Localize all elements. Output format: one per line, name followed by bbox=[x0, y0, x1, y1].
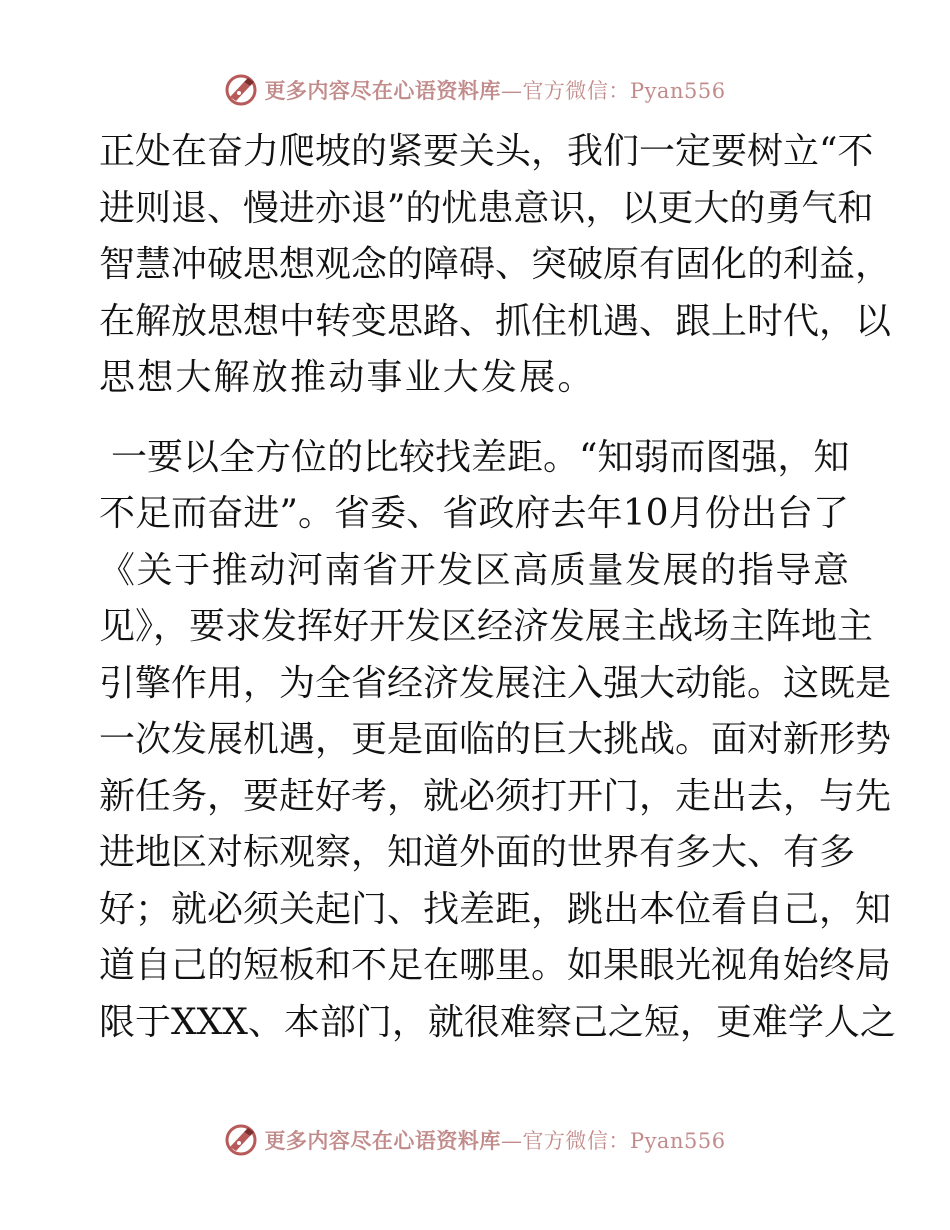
text-line: 在解放思想中转变思路、抓住机遇、跟上时代，以 bbox=[99, 300, 892, 342]
footer-banner-separator: — bbox=[500, 1129, 523, 1153]
text-line: 道自己的短板和不足在哪里。如果眼光视角始终局 bbox=[99, 945, 892, 986]
text-line: 智慧冲破思想观念的障碍、突破原有固化的利益， bbox=[99, 244, 892, 285]
pen-nib-circle-icon bbox=[224, 1123, 258, 1157]
header-banner-text bbox=[264, 75, 725, 105]
document-body bbox=[99, 124, 896, 1051]
header-banner-label: 官方微信： bbox=[522, 79, 630, 103]
text-line: 引擎作用，为全省经济发展注入强大动能。这既是 bbox=[99, 662, 892, 704]
text-line: 进地区对标观察，知道外面的世界有多大、有多 bbox=[99, 832, 856, 873]
text-line: 新任务，要赶好考，就必须打开门，走出去，与先 bbox=[99, 775, 892, 817]
header-banner bbox=[0, 70, 950, 110]
footer-banner-handle: Pyan556 bbox=[629, 1129, 726, 1153]
text-line: 不足而奋进”。省委、省政府去年10月份出台了 bbox=[99, 493, 849, 534]
paragraph-2 bbox=[99, 430, 896, 1052]
text-line: 好；就必须关起门、找差距，跳出本位看自己，知 bbox=[99, 888, 892, 930]
paragraph-1 bbox=[99, 124, 892, 407]
footer-banner-text bbox=[264, 1125, 725, 1155]
header-banner-handle: Pyan556 bbox=[629, 79, 726, 103]
text-line: 正处在奋力爬坡的紧要关头，我们一定要树立“不 bbox=[99, 131, 874, 172]
pen-nib-circle-icon bbox=[224, 73, 258, 107]
header-banner-separator: — bbox=[500, 79, 523, 103]
header-banner-main: 更多内容尽在心语资料库 bbox=[264, 78, 501, 103]
footer-banner-label: 官方微信： bbox=[522, 1129, 630, 1153]
text-line: 《关于推动河南省开发区高质量发展的指导意 bbox=[99, 549, 849, 591]
text-line: 思想大解放推动事业大发展。 bbox=[99, 357, 596, 398]
footer-banner-main: 更多内容尽在心语资料库 bbox=[264, 1128, 501, 1153]
text-line: 进则退、慢进亦退”的忧患意识，以更大的勇气和 bbox=[99, 187, 874, 229]
text-line: 限于XXX、本部门，就很难察己之短，更难学人之 bbox=[99, 1001, 896, 1043]
text-line: 一要以全方位的比较找差距。“知弱而图强，知 bbox=[111, 436, 850, 478]
footer-banner bbox=[0, 1120, 950, 1160]
text-line: 见》，要求发挥好开发区经济发展主战场主阵地主 bbox=[99, 606, 874, 647]
text-line: 一次发展机遇，更是面临的巨大挑战。面对新形势 bbox=[99, 719, 892, 760]
